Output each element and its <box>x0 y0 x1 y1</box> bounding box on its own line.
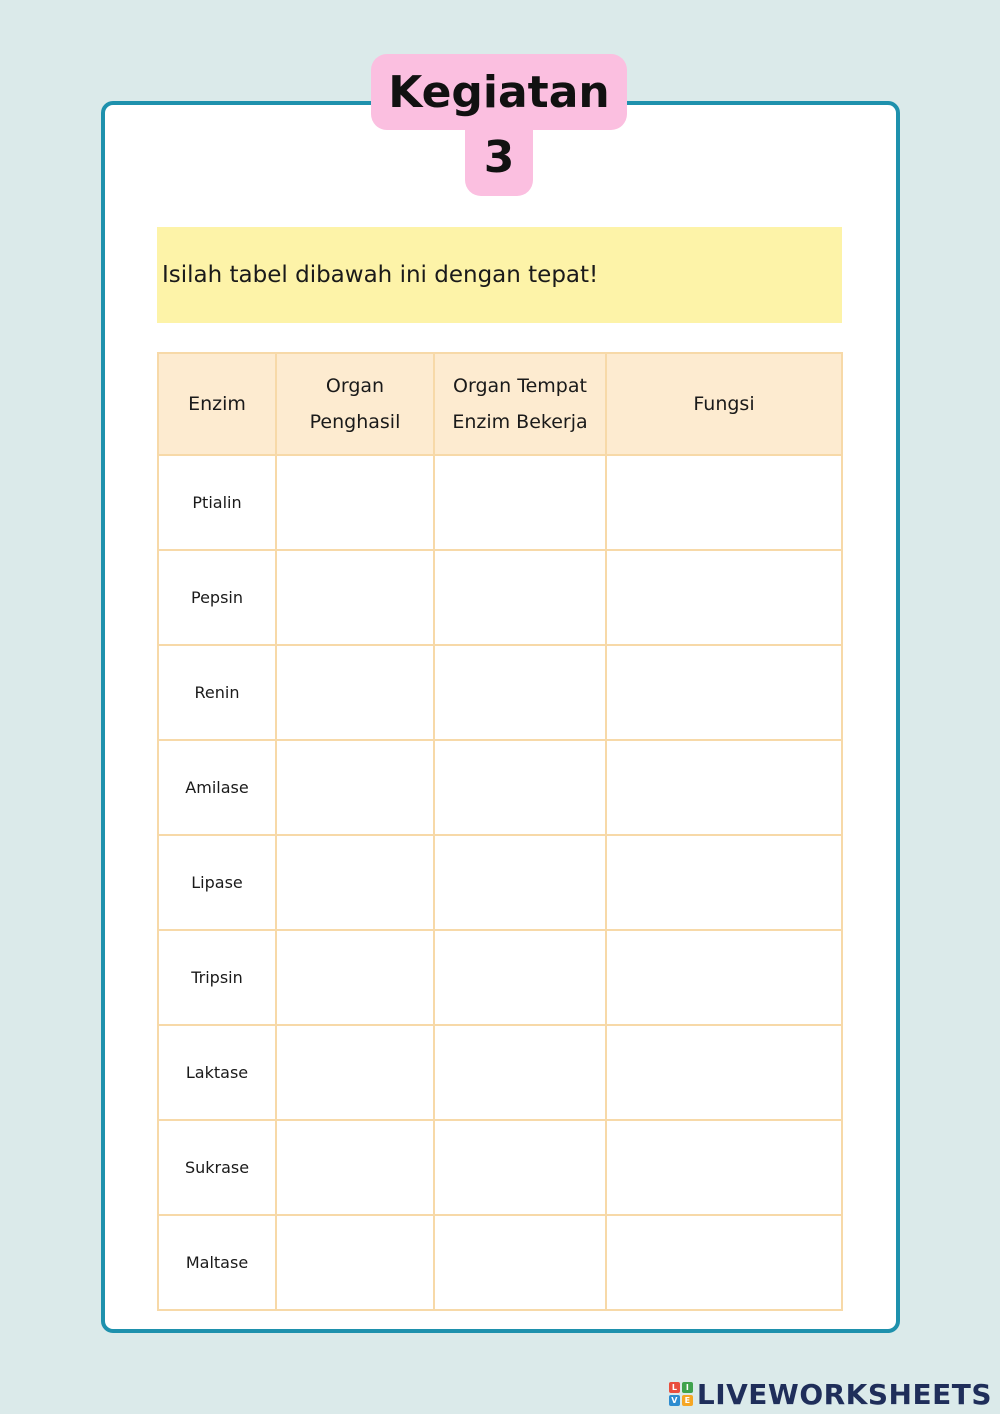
fungsi-answer[interactable] <box>606 645 842 740</box>
fungsi-answer[interactable] <box>606 1215 842 1310</box>
logo-letter: I <box>682 1382 693 1393</box>
logo-letter: V <box>669 1395 680 1406</box>
fungsi-answer[interactable] <box>606 740 842 835</box>
table-row <box>158 645 842 740</box>
instruction-text: Isilah tabel dibawah ini dengan tepat! <box>162 262 599 288</box>
organ-penghasil-answer[interactable] <box>276 1025 434 1120</box>
fungsi-answer[interactable] <box>606 835 842 930</box>
enzyme-name: Amilase <box>158 740 276 835</box>
header-organ-penghasil-line2: Penghasil <box>309 411 401 433</box>
logo-letter: E <box>682 1395 693 1406</box>
organ-tempat-answer[interactable] <box>434 455 606 550</box>
organ-tempat-answer[interactable] <box>434 645 606 740</box>
table-row <box>158 930 842 1025</box>
organ-tempat-answer[interactable] <box>434 930 606 1025</box>
table-row <box>158 455 842 550</box>
header-organ-tempat-line2: Enzim Bekerja <box>452 411 588 433</box>
liveworksheets-logo-icon <box>669 1382 693 1406</box>
organ-tempat-answer[interactable] <box>434 1215 606 1310</box>
organ-tempat-answer[interactable] <box>434 1120 606 1215</box>
organ-tempat-answer[interactable] <box>434 740 606 835</box>
enzyme-name: Ptialin <box>158 455 276 550</box>
activity-number: 3 <box>465 118 533 196</box>
enzyme-name: Renin <box>158 645 276 740</box>
header-enzim: Enzim <box>158 353 276 455</box>
organ-tempat-answer[interactable] <box>434 550 606 645</box>
table-row <box>158 740 842 835</box>
fungsi-answer[interactable] <box>606 455 842 550</box>
header-organ-tempat <box>434 353 606 455</box>
enzyme-name: Laktase <box>158 1025 276 1120</box>
header-organ-tempat-line1: Organ Tempat <box>453 375 587 397</box>
organ-penghasil-answer[interactable] <box>276 930 434 1025</box>
header-organ-penghasil-line1: Organ <box>325 375 385 397</box>
enzyme-name: Maltase <box>158 1215 276 1310</box>
enzyme-name: Lipase <box>158 835 276 930</box>
header-organ-penghasil <box>276 353 434 455</box>
instruction-banner <box>157 227 842 323</box>
organ-penghasil-answer[interactable] <box>276 1120 434 1215</box>
fungsi-answer[interactable] <box>606 1025 842 1120</box>
organ-penghasil-answer[interactable] <box>276 835 434 930</box>
header-fungsi: Fungsi <box>606 353 842 455</box>
fungsi-answer[interactable] <box>606 550 842 645</box>
table-header-row <box>158 353 842 455</box>
enzyme-name: Tripsin <box>158 930 276 1025</box>
organ-penghasil-answer[interactable] <box>276 740 434 835</box>
table-row <box>158 550 842 645</box>
fungsi-answer[interactable] <box>606 930 842 1025</box>
table-row <box>158 835 842 930</box>
organ-tempat-answer[interactable] <box>434 835 606 930</box>
logo-letter: L <box>669 1382 680 1393</box>
table-row <box>158 1215 842 1310</box>
organ-penghasil-answer[interactable] <box>276 1215 434 1310</box>
brand-name: LIVEWORKSHEETS <box>696 1377 992 1411</box>
liveworksheets-branding <box>669 1378 992 1410</box>
enzyme-name: Sukrase <box>158 1120 276 1215</box>
enzyme-name: Pepsin <box>158 550 276 645</box>
organ-penghasil-answer[interactable] <box>276 550 434 645</box>
organ-penghasil-answer[interactable] <box>276 455 434 550</box>
fungsi-answer[interactable] <box>606 1120 842 1215</box>
table-row <box>158 1120 842 1215</box>
enzyme-table <box>157 352 843 1311</box>
table-row <box>158 1025 842 1120</box>
organ-tempat-answer[interactable] <box>434 1025 606 1120</box>
activity-title: Kegiatan <box>371 54 627 130</box>
organ-penghasil-answer[interactable] <box>276 645 434 740</box>
